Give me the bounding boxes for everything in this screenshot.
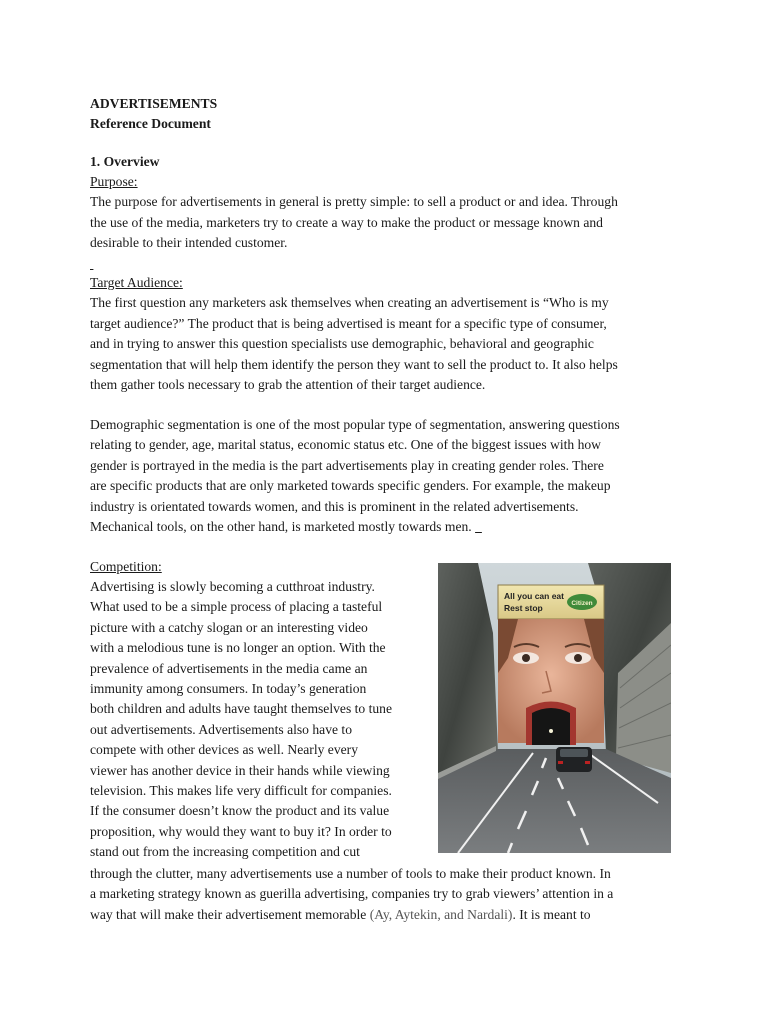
paragraph-line: with a melodious tune is no longer an option. With the <box>90 640 386 656</box>
car-rear-window <box>560 749 588 757</box>
paragraph-line: stand out from the increasing competition and cut <box>90 844 360 860</box>
brand-logo-text: Citizen <box>571 600 593 607</box>
paragraph-text: Mechanical tools, on the other hand, is marketed mostly towards men. <box>90 519 472 535</box>
target-audience-label: Target Audience: <box>90 275 183 290</box>
tunnel-mouth-billboard-illustration <box>438 563 671 853</box>
paragraph-line: both children and adults have taught themselves to tune <box>90 701 393 717</box>
paragraph-text: . It is meant to <box>512 906 591 922</box>
purpose-label: Purpose: <box>90 174 138 189</box>
paragraph-line: The purpose for advertisements in general is pretty simple: to sell a product or and idea. Through <box>90 194 618 210</box>
document-title: ADVERTISEMENTS <box>90 96 218 111</box>
competition-paragraph-continued <box>90 864 690 925</box>
paragraph-line: television. This makes life very difficult for companies. <box>90 783 392 799</box>
paragraph-line: through the clutter, many advertisements use a number of tools to make their product known. In <box>90 866 611 881</box>
section-heading-overview <box>90 152 690 172</box>
right-pupil <box>574 654 582 662</box>
underline-mark <box>475 519 482 534</box>
paragraph-line: prevalence of advertisements in the media came an <box>90 660 368 676</box>
citation: (Ay, Aytekin, and Nardali) <box>369 906 513 922</box>
empty-underlined-line <box>90 254 690 274</box>
paragraph-line: segmentation that will help them identify the person they want to sell the product to. It also helps <box>90 356 618 372</box>
paragraph-line: picture with a catchy slogan or an interesting video <box>90 619 368 635</box>
paragraph-line-last <box>90 517 690 537</box>
paragraph-line: The first question any marketers ask themselves when creating an advertisement is “Who is my <box>90 295 609 311</box>
advertisement-photo <box>438 563 671 853</box>
car-tail-light-right <box>585 761 590 764</box>
road <box>438 749 671 853</box>
purpose-section <box>90 172 690 274</box>
overview-heading: 1. Overview <box>90 154 160 169</box>
left-pupil <box>522 654 530 662</box>
paragraph-line-with-citation <box>90 905 690 925</box>
paragraph-line: gender is portrayed in the media is the part advertisements play in creating gender roles. There <box>90 457 604 473</box>
paragraph-line: are specific products that are only marketed towards specific genders. For example, the makeup <box>90 478 611 494</box>
billboard-line2: Rest stop <box>504 603 543 613</box>
paragraph-line: Advertising is slowly becoming a cutthroat industry. <box>90 579 375 594</box>
document-header <box>90 94 690 135</box>
document-subtitle: Reference Document <box>90 116 211 132</box>
paragraph-line: a marketing strategy known as guerilla advertising, companies try to grab viewers’ attention in a <box>90 886 614 902</box>
competition-label: Competition: <box>90 559 162 574</box>
paragraph-line: target audience?” The product that is being advertised is meant for a specific type of consumer, <box>90 315 607 331</box>
paragraph-line: viewer has another device in their hands while viewing <box>90 762 390 778</box>
tunnel-light <box>549 729 553 733</box>
paragraph-line: them gather tools necessary to grab the attention of their target audience. <box>90 377 486 393</box>
demographic-paragraph <box>90 415 690 537</box>
paragraph-line: immunity among consumers. In today’s generation <box>90 681 367 697</box>
paragraph-line: the use of the media, marketers try to create a way to make the product or message known and <box>90 214 603 230</box>
target-audience-section <box>90 273 690 395</box>
paragraph-line: compete with other devices as well. Nearly every <box>90 742 358 758</box>
car-tail-light-left <box>558 761 563 764</box>
paragraph-line: relating to gender, age, marital status, economic status etc. One of the biggest issues with how <box>90 437 601 453</box>
paragraph-line: Demographic segmentation is one of the most popular type of segmentation, answering questions <box>90 417 620 432</box>
paragraph-text: way that will make their advertisement memorable <box>90 906 370 922</box>
billboard-line1: All you can eat <box>504 591 564 601</box>
paragraph-line: industry is orientated towards women, and this is prominent in the related advertisements. <box>90 498 579 514</box>
paragraph-line: proposition, why would they want to buy it? In order to <box>90 823 392 839</box>
paragraph-line: out advertisements. Advertisements also have to <box>90 721 352 737</box>
paragraph-line: and in trying to answer this question specialists use demographic, behavioral and geographic <box>90 336 594 352</box>
paragraph-line: What used to be a simple process of placing a tasteful <box>90 599 383 615</box>
tunnel-opening <box>532 708 570 745</box>
paragraph-line: If the consumer doesn’t know the product and its value <box>90 803 390 819</box>
paragraph-line: desirable to their intended customer. <box>90 235 288 251</box>
